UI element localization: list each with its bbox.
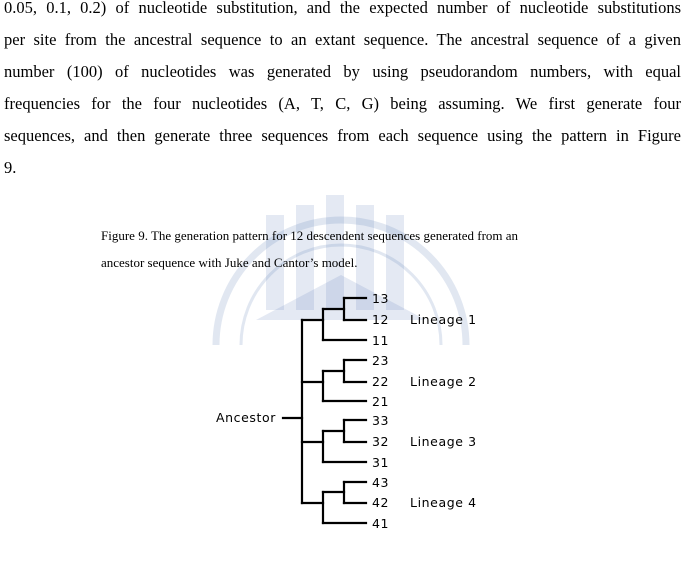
lineage-2-clade — [302, 360, 366, 401]
lineage-1-label: Lineage 1 — [410, 312, 477, 327]
paragraph-line: sequences, and then generate three sequences from each sequence using the pattern in Figure — [4, 126, 681, 145]
lineage-4-clade — [302, 482, 366, 523]
leaf-label: 23 — [372, 353, 390, 368]
leaf-label: 21 — [372, 394, 390, 409]
leaf-label: 41 — [372, 516, 390, 531]
leaf-label: 43 — [372, 475, 390, 490]
lineage-3-label: Lineage 3 — [410, 434, 477, 449]
leaf-label: 42 — [372, 495, 390, 510]
leaf-label: 12 — [372, 312, 390, 327]
paragraph-line: per site from the ancestral sequence to an extant sequence. The ancestral sequence of a given — [4, 30, 681, 49]
figure-caption-line: Figure 9. The generation pattern for 12 descendent sequences generated from an — [101, 228, 519, 243]
leaf-label: 32 — [372, 434, 390, 449]
leaf-label: 11 — [372, 333, 390, 348]
paragraph-line: frequencies for the four nucleotides (A, T, C, G) being assuming. We first generate four — [4, 94, 681, 113]
leaf-label: 22 — [372, 374, 390, 389]
leaf-label: 31 — [372, 455, 390, 470]
paragraph-line: number (100) of nucleotides was generated by using pseudorandom numbers, with equal — [4, 62, 681, 81]
ancestor-label: Ancestor — [216, 410, 277, 425]
lineage-3-clade — [302, 420, 366, 462]
paragraph-line: 0.05, 0.1, 0.2) of nucleotide substitution, and the expected number of nucleotide substitutions — [4, 0, 681, 17]
leaf-label: 33 — [372, 413, 390, 428]
figure-caption-line: ancestor sequence with Juke and Cantor’s model. — [101, 255, 358, 270]
lineage-1-clade — [302, 298, 366, 340]
lineage-4-label: Lineage 4 — [410, 495, 477, 510]
paragraph-line: 9. — [4, 158, 17, 177]
leaf-label: 13 — [372, 291, 390, 306]
lineage-2-label: Lineage 2 — [410, 374, 477, 389]
